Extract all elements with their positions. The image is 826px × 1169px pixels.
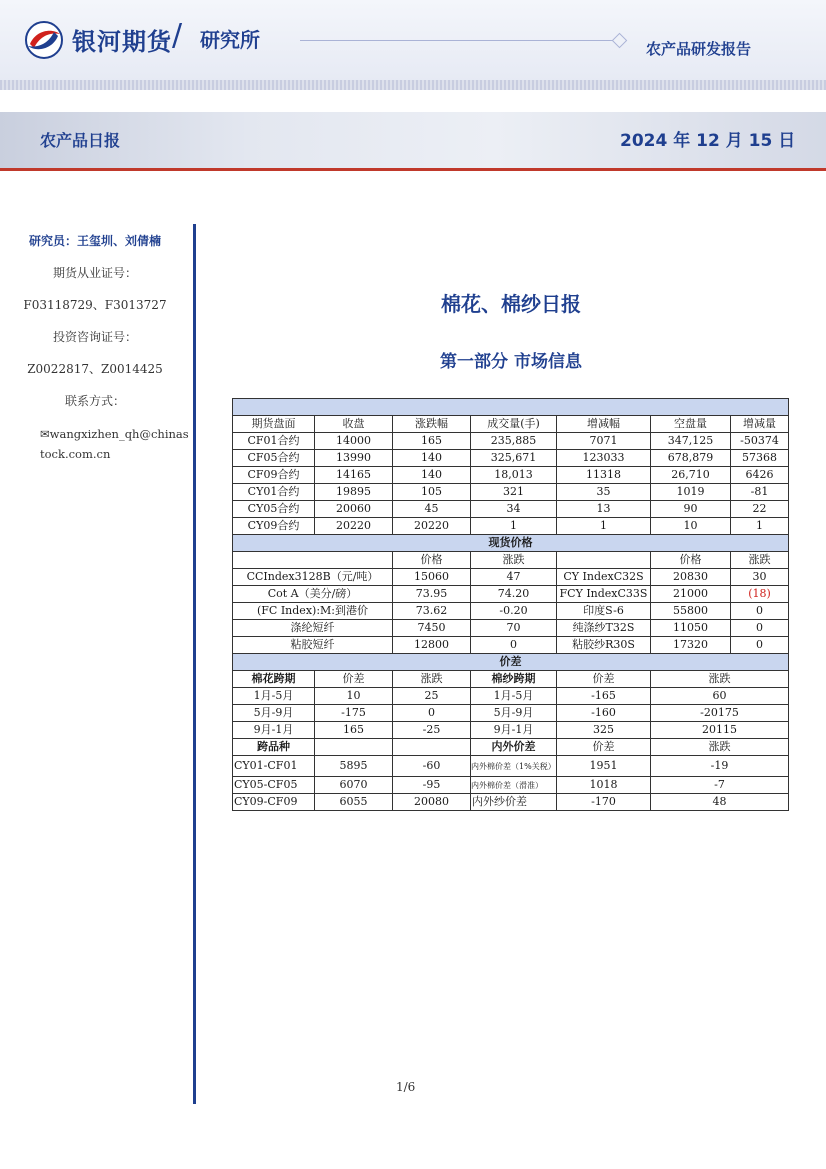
table-cell: 价格 <box>393 552 471 569</box>
table-cell: 内外纱价差 <box>471 794 557 811</box>
table-cell: 20060 <box>315 501 393 518</box>
table-cell: 9月-1月 <box>471 722 557 739</box>
table-cell: 47 <box>471 569 557 586</box>
table-cell: Cot A（美分/磅） <box>233 586 393 603</box>
table-cell: 321 <box>471 484 557 501</box>
table-cell: 347,125 <box>651 433 731 450</box>
table-cell: -0.20 <box>471 603 557 620</box>
table-cell: 55800 <box>651 603 731 620</box>
table-cell: 6055 <box>315 794 393 811</box>
table-row <box>233 688 789 705</box>
table-cell: 22 <box>731 501 789 518</box>
table-cell: -7 <box>651 777 789 794</box>
table-cell: 123033 <box>557 450 651 467</box>
table-cell: -165 <box>557 688 651 705</box>
table-cell: CF05合约 <box>233 450 315 467</box>
table-cell: 棉花跨期 <box>233 671 315 688</box>
table-cell: 5月-9月 <box>471 705 557 722</box>
table-cell: CY01-CF01 <box>233 756 315 777</box>
table-cell: 6070 <box>315 777 393 794</box>
table-cell: 30 <box>731 569 789 586</box>
table-cell: 0 <box>393 705 471 722</box>
table-cell: 跨品种 <box>233 739 315 756</box>
table-cell: 内外棉价差（滑准） <box>471 777 557 794</box>
table-cell: 内外价差 <box>471 739 557 756</box>
page-number: 1/6 <box>396 1080 416 1094</box>
table-cell: -170 <box>557 794 651 811</box>
license-value: F03118729、F3013727 <box>23 298 167 312</box>
table-cell: 内外棉价差（1%关税） <box>471 756 557 777</box>
table-cell: 7071 <box>557 433 651 450</box>
table-cell: 空盘量 <box>651 416 731 433</box>
spread-section-title: 价差 <box>233 654 789 671</box>
table-cell: 19895 <box>315 484 393 501</box>
table-cell: 5895 <box>315 756 393 777</box>
table-row <box>233 433 789 450</box>
market-table <box>232 398 789 811</box>
table-cell: 0 <box>471 637 557 654</box>
table-cell: -20175 <box>651 705 789 722</box>
table-cell: 涨跌 <box>651 739 789 756</box>
table-cell: 20220 <box>393 518 471 535</box>
table-cell: 0 <box>731 620 789 637</box>
table-cell: 涨跌 <box>471 552 557 569</box>
table-cell: CF09合约 <box>233 467 315 484</box>
section-title: 第一部分 市场信息 <box>440 352 582 372</box>
table-cell: -81 <box>731 484 789 501</box>
table-cell: -19 <box>651 756 789 777</box>
negative-value-cell: (18) <box>731 586 789 603</box>
table-cell: 11050 <box>651 620 731 637</box>
table-cell: -175 <box>315 705 393 722</box>
table-row <box>233 484 789 501</box>
table-cell: 9月-1月 <box>233 722 315 739</box>
consult-value: Z0022817、Z0014425 <box>27 362 163 376</box>
table-cell: CY IndexC32S <box>557 569 651 586</box>
table-cell: -25 <box>393 722 471 739</box>
table-cell: 价差 <box>315 671 393 688</box>
table-row <box>233 467 789 484</box>
table-cell <box>233 552 393 569</box>
header-divider <box>300 40 618 41</box>
table-cell: 0 <box>731 603 789 620</box>
table-cell: 粘胶纱R30S <box>557 637 651 654</box>
table-cell: 325 <box>557 722 651 739</box>
table-row <box>233 794 789 811</box>
table-cell: CY01合约 <box>233 484 315 501</box>
table-row <box>233 620 789 637</box>
subheader-red-line <box>0 168 826 171</box>
table-cell: 1951 <box>557 756 651 777</box>
table-cell: 20080 <box>393 794 471 811</box>
table-cell: 1月-5月 <box>471 688 557 705</box>
table-cell: -50374 <box>731 433 789 450</box>
table-cell: 期货盘面 <box>233 416 315 433</box>
table-row <box>233 637 789 654</box>
table-cell: 10 <box>315 688 393 705</box>
table-cell: 1018 <box>557 777 651 794</box>
table-cell: 13990 <box>315 450 393 467</box>
futures-header-row <box>233 416 789 433</box>
table-cell: 印度S-6 <box>557 603 651 620</box>
table-cell: 1月-5月 <box>233 688 315 705</box>
table-cell: 57368 <box>731 450 789 467</box>
report-date: 2024 年 12 月 15 日 <box>620 131 796 151</box>
table-cell: 棉纱跨期 <box>471 671 557 688</box>
table-cell: 1 <box>471 518 557 535</box>
table-row <box>233 569 789 586</box>
table-cell: (FC Index):M:到港价 <box>233 603 393 620</box>
table-cell: 价差 <box>557 739 651 756</box>
table-cell: 90 <box>651 501 731 518</box>
spread-header-row <box>233 671 789 688</box>
table-cell: 5月-9月 <box>233 705 315 722</box>
table-cell: 14165 <box>315 467 393 484</box>
table-cell: 325,671 <box>471 450 557 467</box>
table-cell: 140 <box>393 450 471 467</box>
analyst-names: 研究员：王玺圳、刘倩楠 <box>28 234 161 248</box>
cross-header-row <box>233 739 789 756</box>
table-cell: FCY IndexC33S <box>557 586 651 603</box>
table-cell: 粘胶短纤 <box>233 637 393 654</box>
galaxy-logo-icon <box>22 20 66 60</box>
table-cell: 7450 <box>393 620 471 637</box>
table-cell: 纯涤纱T32S <box>557 620 651 637</box>
table-cell <box>315 739 393 756</box>
table-cell: CY09-CF09 <box>233 794 315 811</box>
table-cell: 18,013 <box>471 467 557 484</box>
table-cell: 1 <box>557 518 651 535</box>
table-cell: 25 <box>393 688 471 705</box>
table-cell: CCIndex3128B（元/吨） <box>233 569 393 586</box>
table-cell: 74.20 <box>471 586 557 603</box>
email-block <box>0 424 190 464</box>
table-cell: 105 <box>393 484 471 501</box>
table-cell: 13 <box>557 501 651 518</box>
table-cell: 1019 <box>651 484 731 501</box>
table-cell: 73.62 <box>393 603 471 620</box>
table-row <box>233 705 789 722</box>
table-cell: CY09合约 <box>233 518 315 535</box>
spot-header-row <box>233 552 789 569</box>
table-cell: 增减幅 <box>557 416 651 433</box>
table-cell: 涨跌 <box>731 552 789 569</box>
table-cell: 678,879 <box>651 450 731 467</box>
envelope-icon: ✉ <box>40 427 50 441</box>
table-cell: 70 <box>471 620 557 637</box>
table-cell: CF01合约 <box>233 433 315 450</box>
table-cell: 21000 <box>651 586 731 603</box>
table-cell: 45 <box>393 501 471 518</box>
table-row <box>233 722 789 739</box>
table-cell: 26,710 <box>651 467 731 484</box>
table-cell: 1 <box>731 518 789 535</box>
spot-section-row <box>233 535 789 552</box>
table-cell: 15060 <box>393 569 471 586</box>
table-cell: -60 <box>393 756 471 777</box>
table-cell: 35 <box>557 484 651 501</box>
daily-label: 农产品日报 <box>40 131 121 150</box>
table-row <box>233 603 789 620</box>
report-type: 农产品研发报告 <box>646 40 752 58</box>
table-cell: 收盘 <box>315 416 393 433</box>
table-cell: 11318 <box>557 467 651 484</box>
email-address[interactable]: wangxizhen_qh@chinastock.com.cn <box>40 427 189 461</box>
table-cell: 48 <box>651 794 789 811</box>
table-cell: 涨跌 <box>393 671 471 688</box>
spread-section-row <box>233 654 789 671</box>
table-cell: 12800 <box>393 637 471 654</box>
table-row <box>233 518 789 535</box>
table-row <box>233 586 789 603</box>
table-cell: 涤纶短纤 <box>233 620 393 637</box>
contact-label: 联系方式： <box>64 394 125 408</box>
table-cell: 34 <box>471 501 557 518</box>
table-cell: 10 <box>651 518 731 535</box>
table-cell: 成交量(手) <box>471 416 557 433</box>
table-cell: 60 <box>651 688 789 705</box>
sidebar <box>0 232 190 464</box>
table-cell: 73.95 <box>393 586 471 603</box>
table-top-band <box>233 399 789 416</box>
header-stripe <box>0 80 826 90</box>
table-cell: 6426 <box>731 467 789 484</box>
table-cell <box>557 552 651 569</box>
brand-name: 银河期货 <box>72 28 172 56</box>
table-cell: 140 <box>393 467 471 484</box>
table-cell: 20830 <box>651 569 731 586</box>
consult-label: 投资咨询证号： <box>52 330 137 344</box>
table-cell: 0 <box>731 637 789 654</box>
table-cell: 价格 <box>651 552 731 569</box>
table-row <box>233 450 789 467</box>
table-cell: -95 <box>393 777 471 794</box>
table-cell: 17320 <box>651 637 731 654</box>
table-cell: 235,885 <box>471 433 557 450</box>
table-cell: 涨跌幅 <box>393 416 471 433</box>
table-cell: 20115 <box>651 722 789 739</box>
table-row <box>233 501 789 518</box>
table-row <box>233 777 789 794</box>
license-label: 期货从业证号： <box>52 266 137 280</box>
table-cell: 165 <box>393 433 471 450</box>
table-cell: 涨跌 <box>651 671 789 688</box>
table-cell: 价差 <box>557 671 651 688</box>
table-cell <box>393 739 471 756</box>
table-row <box>233 756 789 777</box>
table-cell: CY05合约 <box>233 501 315 518</box>
table-cell: CY05-CF05 <box>233 777 315 794</box>
report-title: 棉花、棉纱日报 <box>441 292 581 316</box>
table-cell: 增减量 <box>731 416 789 433</box>
table-cell: 20220 <box>315 518 393 535</box>
spot-section-title: 现货价格 <box>233 535 789 552</box>
table-cell: 14000 <box>315 433 393 450</box>
table-cell: -160 <box>557 705 651 722</box>
table-cell: 165 <box>315 722 393 739</box>
brand-sub: 研究所 <box>200 28 260 52</box>
brand-slash: / <box>172 18 183 53</box>
